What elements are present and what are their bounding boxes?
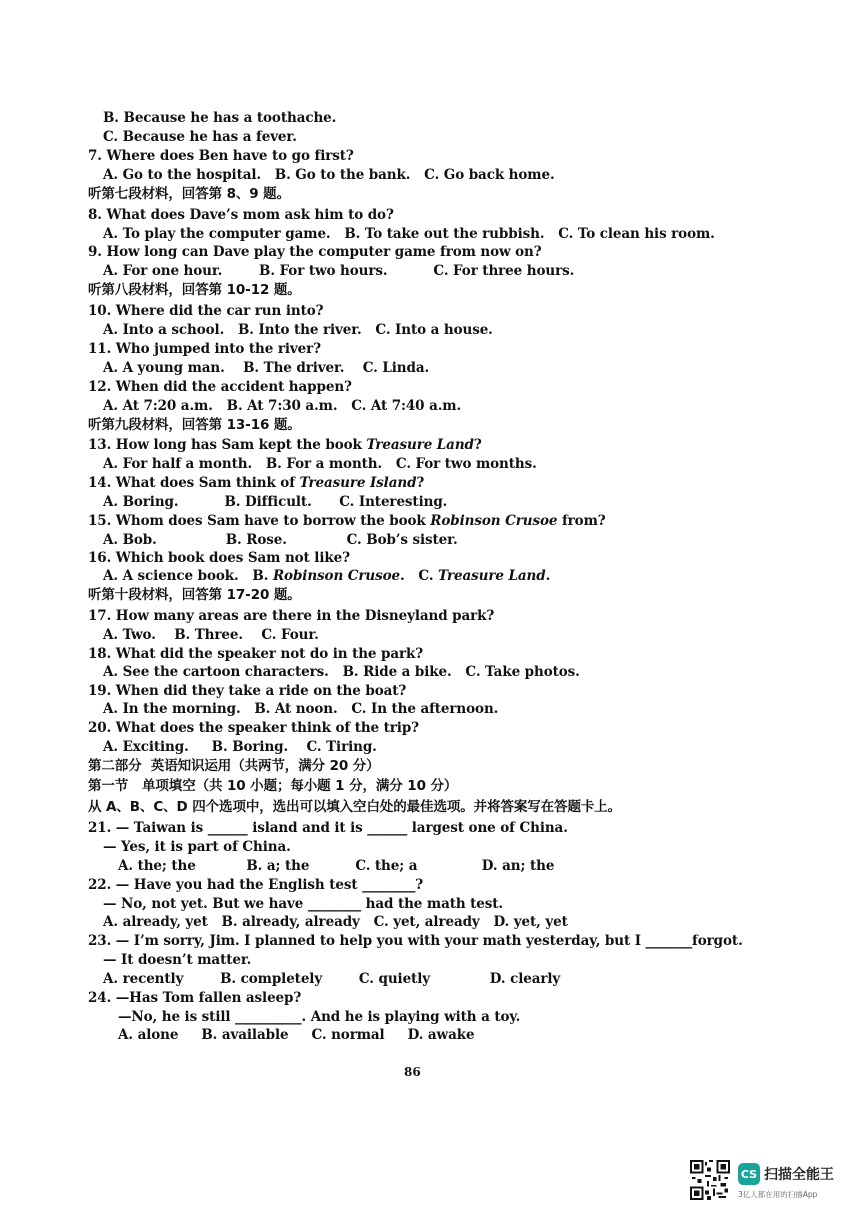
answer-options: A. recently B. completely C. quietly D. clearly: [103, 971, 561, 987]
section-heading: 第一节 单项填空（共 10 小题；每小题 1 分，满分 10 分）: [88, 778, 458, 794]
question-text: 16. Which book does Sam not like?: [88, 550, 350, 566]
answer-options: — No, not yet. But we have ________ had the math test.: [103, 896, 504, 912]
answer-options: A. To play the computer game. B. To take out the rubbish. C. To clean his room.: [103, 226, 715, 242]
question-text: 8. What does Dave’s mom ask him to do?: [88, 207, 394, 223]
section-heading: 听第十段材料，回答第 17-20 题。: [88, 587, 301, 603]
section-heading: 听第七段材料，回答第 8、9 题。: [88, 186, 290, 202]
question-text: 17. How many areas are there in the Disneyland park?: [88, 608, 495, 624]
scanner-tagline: 3亿人都在用的扫描App: [738, 1190, 818, 1199]
section-heading: 听第九段材料，回答第 13-16 题。: [88, 417, 301, 433]
scanner-logo-icon: CS: [738, 1163, 760, 1185]
question-text: 12. When did the accident happen?: [88, 379, 352, 395]
answer-options: A. Bob. B. Rose. C. Bob’s sister.: [103, 532, 458, 548]
question-text: 24. —Has Tom fallen asleep?: [88, 990, 302, 1006]
scanner-app-name: 扫描全能王: [764, 1167, 834, 1183]
answer-options: A. Into a school. B. Into the river. C. Into a house.: [103, 322, 493, 338]
question-text: 20. What does the speaker think of the trip?: [88, 720, 419, 736]
question-text: 22. — Have you had the English test ________?: [88, 877, 424, 893]
question-text: 7. Where does Ben have to go first?: [88, 148, 354, 164]
answer-options: A. For one hour. B. For two hours. C. For three hours.: [103, 263, 575, 279]
answer-options: A. Two. B. Three. C. Four.: [103, 627, 319, 643]
answer-options: A. For half a month. B. For a month. C. For two months.: [103, 456, 537, 472]
answer-options: A. A young man. B. The driver. C. Linda.: [103, 360, 430, 376]
answer-options: A. See the cartoon characters. B. Ride a bike. C. Take photos.: [103, 664, 580, 680]
answer-options: A. A science book. B. Robinson Crusoe. C. Treasure Land.: [103, 568, 551, 584]
question-text: 9. How long can Dave play the computer game from now on?: [88, 244, 542, 260]
question-text: 23. — I’m sorry, Jim. I planned to help you with your math yesterday, but I _______forgot.: [88, 933, 743, 949]
answer-options: A. At 7:20 a.m. B. At 7:30 a.m. C. At 7:40 a.m.: [103, 398, 462, 414]
section-heading: 从 A、B、C、D 四个选项中，选出可以填入空白处的最佳选项。并将答案写在答题卡上。: [88, 799, 622, 815]
qr-code-icon: [690, 1160, 730, 1200]
question-text: 19. When did they take a ride on the boat?: [88, 683, 407, 699]
answer-options: A. already, yet B. already, already C. yet, already D. yet, yet: [103, 914, 568, 930]
question-text: 21. — Taiwan is ______ island and it is ______ largest one of China.: [88, 820, 568, 836]
question-text: 13. How long has Sam kept the book Treasure Land?: [88, 437, 482, 453]
answer-options: — Yes, it is part of China.: [103, 839, 291, 855]
answer-options: B. Because he has a toothache.: [103, 110, 337, 126]
answer-options: A. Go to the hospital. B. Go to the bank. C. Go back home.: [103, 167, 555, 183]
answer-options: C. Because he has a fever.: [103, 129, 297, 145]
question-text: 15. Whom does Sam have to borrow the book Robinson Crusoe from?: [88, 513, 606, 529]
question-text: 14. What does Sam think of Treasure Island?: [88, 475, 425, 491]
question-text: 11. Who jumped into the river?: [88, 341, 321, 357]
answer-options: A. alone B. available C. normal D. awake: [118, 1027, 475, 1043]
answer-options: A. Exciting. B. Boring. C. Tiring.: [103, 739, 377, 755]
answer-options: A. In the morning. B. At noon. C. In the afternoon.: [103, 701, 499, 717]
section-heading: 听第八段材料，回答第 10-12 题。: [88, 282, 301, 298]
answer-options: — It doesn’t matter.: [103, 952, 252, 968]
page-number: 86: [404, 1065, 421, 1079]
answer-options: A. Boring. B. Difficult. C. Interesting.: [103, 494, 448, 510]
question-text: 10. Where did the car run into?: [88, 303, 324, 319]
question-text: 18. What did the speaker not do in the park?: [88, 646, 424, 662]
answer-options: —No, he is still __________. And he is playing with a toy.: [118, 1009, 521, 1025]
answer-options: A. the; the B. a; the C. the; a D. an; the: [118, 858, 555, 874]
section-heading: 第二部分 英语知识运用（共两节，满分 20 分）: [88, 758, 380, 774]
